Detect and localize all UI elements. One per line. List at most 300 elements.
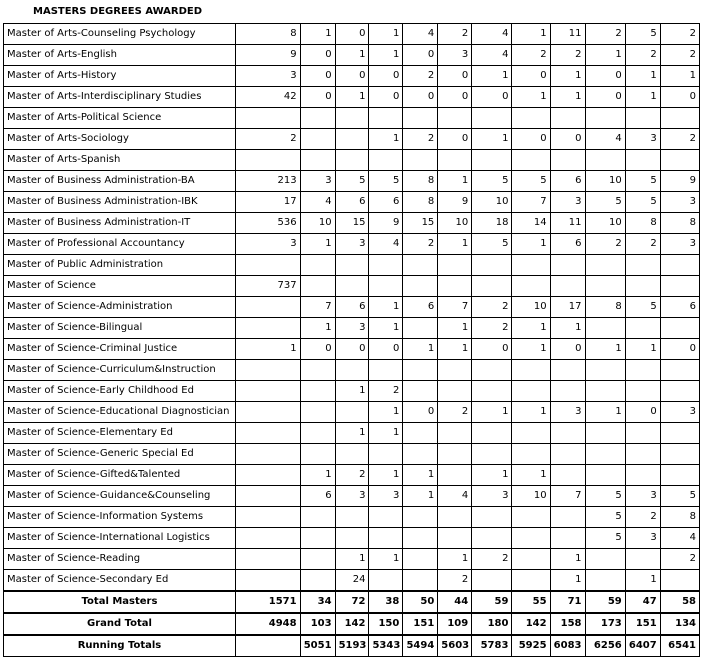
table-cell (550, 108, 585, 129)
table-cell (236, 465, 301, 486)
table-row (4, 150, 700, 171)
table-cell: 1 (625, 339, 660, 360)
table-cell: 7 (438, 297, 472, 318)
table-cell (300, 255, 335, 276)
table-cell (512, 549, 550, 570)
table-cell (438, 528, 472, 549)
table-cell: 10 (472, 192, 512, 213)
table-cell (300, 402, 335, 423)
table-cell: 1 (550, 66, 585, 87)
table-cell (300, 150, 335, 171)
degree-name: Master of Public Administration (4, 255, 236, 276)
table-cell: 3 (625, 528, 660, 549)
table-cell (472, 423, 512, 444)
degree-name: Master of Science-Criminal Justice (4, 339, 236, 360)
table-cell (403, 360, 438, 381)
table-cell (403, 507, 438, 528)
table-cell (300, 444, 335, 465)
table-cell (512, 423, 550, 444)
table-cell (403, 570, 438, 592)
table-cell: 4 (403, 24, 438, 45)
table-cell (472, 255, 512, 276)
table-cell (369, 507, 403, 528)
table-cell: 0 (512, 66, 550, 87)
table-cell: 5 (585, 486, 625, 507)
table-cell (403, 255, 438, 276)
degree-name: Master of Science-Educational Diagnostician (4, 402, 236, 423)
table-cell: 0 (660, 339, 699, 360)
table-row (4, 444, 700, 465)
table-cell (625, 108, 660, 129)
table-cell: 6 (403, 297, 438, 318)
table-cell (472, 108, 512, 129)
total-cell: 150 (369, 613, 403, 635)
table-cell: 0 (369, 66, 403, 87)
total-cell: 180 (472, 613, 512, 635)
table-cell (335, 444, 369, 465)
table-cell: 8 (403, 171, 438, 192)
table-cell: 1 (472, 465, 512, 486)
table-cell (585, 444, 625, 465)
table-cell: 24 (335, 570, 369, 592)
table-cell: 6 (335, 192, 369, 213)
table-cell: 2 (438, 402, 472, 423)
table-row (4, 360, 700, 381)
table-cell (236, 360, 301, 381)
table-cell (403, 549, 438, 570)
total-cell: 6541 (660, 635, 699, 657)
table-cell: 10 (585, 213, 625, 234)
table-cell (472, 150, 512, 171)
table-row (4, 276, 700, 297)
table-cell: 0 (300, 87, 335, 108)
table-cell: 6 (660, 297, 699, 318)
table-cell (236, 381, 301, 402)
table-cell: 4 (660, 528, 699, 549)
table-row (4, 87, 700, 108)
table-cell (300, 129, 335, 150)
table-cell (300, 360, 335, 381)
table-cell: 1 (625, 66, 660, 87)
total-cell: 142 (512, 613, 550, 635)
table-cell (403, 423, 438, 444)
degree-name: Master of Arts-Political Science (4, 108, 236, 129)
table-cell (403, 444, 438, 465)
table-cell: 5 (335, 171, 369, 192)
table-cell (438, 150, 472, 171)
table-cell: 4 (369, 234, 403, 255)
total-cell: 59 (585, 591, 625, 613)
table-cell: 17 (550, 297, 585, 318)
table-row (4, 486, 700, 507)
total-row (4, 591, 700, 613)
table-cell: 1 (335, 381, 369, 402)
table-cell: 0 (300, 45, 335, 66)
table-cell: 2 (472, 297, 512, 318)
degree-name: Master of Science-International Logistics (4, 528, 236, 549)
table-cell: 0 (403, 87, 438, 108)
table-cell: 1 (472, 402, 512, 423)
degree-name: Master of Arts-Sociology (4, 129, 236, 150)
table-cell: 2 (660, 549, 699, 570)
degree-name: Master of Arts-Counseling Psychology (4, 24, 236, 45)
table-row (4, 570, 700, 592)
total-cell: 58 (660, 591, 699, 613)
table-cell: 0 (369, 87, 403, 108)
table-row (4, 234, 700, 255)
table-cell (403, 150, 438, 171)
table-cell (438, 423, 472, 444)
total-cell: 5603 (438, 635, 472, 657)
total-cell: 6256 (585, 635, 625, 657)
table-row (4, 381, 700, 402)
table-cell: 7 (512, 192, 550, 213)
total-cell: 103 (300, 613, 335, 635)
table-cell: 18 (472, 213, 512, 234)
table-cell (512, 150, 550, 171)
table-cell: 1 (403, 486, 438, 507)
table-cell: 1 (625, 570, 660, 592)
degree-name: Master of Science-Guidance&Counseling (4, 486, 236, 507)
table-cell: 1 (369, 45, 403, 66)
table-cell (300, 570, 335, 592)
table-cell: 2 (403, 129, 438, 150)
table-cell (369, 444, 403, 465)
table-cell: 3 (660, 402, 699, 423)
table-cell: 1 (512, 234, 550, 255)
table-cell: 737 (236, 276, 301, 297)
table-cell (335, 507, 369, 528)
table-cell (585, 549, 625, 570)
total-cell: 5925 (512, 635, 550, 657)
total-cell (236, 635, 301, 657)
table-cell (236, 318, 301, 339)
total-cell: 55 (512, 591, 550, 613)
table-cell (335, 360, 369, 381)
table-cell: 0 (625, 402, 660, 423)
table-row (4, 45, 700, 66)
table-cell (660, 360, 699, 381)
table-cell: 2 (660, 45, 699, 66)
total-cell: 142 (335, 613, 369, 635)
table-cell (236, 444, 301, 465)
table-cell (585, 276, 625, 297)
table-cell (660, 108, 699, 129)
table-cell (403, 276, 438, 297)
table-cell (438, 108, 472, 129)
table-cell (585, 318, 625, 339)
table-cell (403, 381, 438, 402)
table-cell: 0 (300, 339, 335, 360)
total-cell: 34 (300, 591, 335, 613)
page-title: MASTERS DEGREES AWARDED (33, 6, 203, 17)
table-cell (438, 507, 472, 528)
degree-name: Master of Science-Generic Special Ed (4, 444, 236, 465)
table-cell (512, 507, 550, 528)
table-cell (625, 255, 660, 276)
table-cell (236, 549, 301, 570)
table-cell (438, 360, 472, 381)
table-cell: 1 (550, 87, 585, 108)
table-cell (585, 465, 625, 486)
table-cell: 2 (472, 318, 512, 339)
table-cell: 2 (550, 45, 585, 66)
table-row (4, 507, 700, 528)
table-cell (660, 150, 699, 171)
table-cell: 2 (512, 45, 550, 66)
table-cell: 0 (300, 66, 335, 87)
table-cell: 3 (550, 192, 585, 213)
total-cell: 158 (550, 613, 585, 635)
table-cell (625, 444, 660, 465)
table-cell (300, 381, 335, 402)
table-cell: 5 (369, 171, 403, 192)
table-cell: 0 (403, 45, 438, 66)
table-cell: 1 (300, 318, 335, 339)
total-cell: 5783 (472, 635, 512, 657)
table-cell: 1 (550, 549, 585, 570)
table-row (4, 402, 700, 423)
table-cell: 1 (625, 87, 660, 108)
table-cell: 1 (300, 465, 335, 486)
table-cell (300, 108, 335, 129)
table-cell: 4 (472, 45, 512, 66)
total-cell: 173 (585, 613, 625, 635)
table-cell (660, 255, 699, 276)
table-cell: 1 (512, 402, 550, 423)
table-row (4, 423, 700, 444)
table-cell (550, 150, 585, 171)
table-cell: 0 (335, 339, 369, 360)
total-cell: 59 (472, 591, 512, 613)
table-cell (300, 549, 335, 570)
table-row (4, 549, 700, 570)
table-cell (236, 150, 301, 171)
degree-name: Master of Arts-History (4, 66, 236, 87)
total-label: Running Totals (4, 635, 236, 657)
table-cell (335, 129, 369, 150)
table-cell (438, 444, 472, 465)
table-cell (512, 381, 550, 402)
table-cell: 10 (512, 486, 550, 507)
table-cell (403, 318, 438, 339)
table-cell (550, 444, 585, 465)
table-cell (335, 255, 369, 276)
table-cell: 1 (335, 549, 369, 570)
table-cell (625, 318, 660, 339)
table-cell: 6 (335, 297, 369, 318)
table-cell (236, 423, 301, 444)
table-cell: 5 (625, 192, 660, 213)
table-cell (660, 465, 699, 486)
table-cell (300, 528, 335, 549)
table-cell (550, 381, 585, 402)
table-cell: 6 (550, 171, 585, 192)
table-cell: 5 (625, 297, 660, 318)
table-cell (438, 381, 472, 402)
table-cell: 0 (438, 66, 472, 87)
table-cell: 1 (550, 318, 585, 339)
table-cell (625, 360, 660, 381)
table-cell: 1 (369, 402, 403, 423)
table-cell: 6 (369, 192, 403, 213)
table-cell: 2 (625, 507, 660, 528)
table-cell: 1 (369, 297, 403, 318)
table-cell: 2 (660, 129, 699, 150)
table-cell (625, 549, 660, 570)
table-cell (512, 444, 550, 465)
table-cell: 0 (438, 87, 472, 108)
table-cell: 15 (403, 213, 438, 234)
table-row (4, 297, 700, 318)
table-cell: 536 (236, 213, 301, 234)
table-cell: 3 (300, 171, 335, 192)
table-cell: 3 (335, 234, 369, 255)
table-row (4, 192, 700, 213)
table-cell: 2 (403, 66, 438, 87)
table-cell: 1 (369, 423, 403, 444)
table-cell: 4 (300, 192, 335, 213)
table-cell: 9 (369, 213, 403, 234)
table-cell: 9 (660, 171, 699, 192)
degrees-table (3, 23, 700, 657)
table-cell (625, 465, 660, 486)
table-cell: 4 (438, 486, 472, 507)
table-cell: 1 (403, 465, 438, 486)
table-cell: 3 (236, 234, 301, 255)
total-cell: 4948 (236, 613, 301, 635)
table-cell: 0 (550, 339, 585, 360)
table-cell (550, 507, 585, 528)
table-cell (472, 276, 512, 297)
table-cell: 17 (236, 192, 301, 213)
table-cell: 3 (335, 486, 369, 507)
degree-name: Master of Science (4, 276, 236, 297)
table-cell (550, 528, 585, 549)
table-cell: 1 (335, 45, 369, 66)
table-cell: 2 (625, 45, 660, 66)
table-cell: 5 (585, 528, 625, 549)
table-cell: 3 (625, 129, 660, 150)
table-cell: 2 (438, 24, 472, 45)
table-cell: 2 (660, 24, 699, 45)
table-cell (236, 297, 301, 318)
table-cell: 3 (369, 486, 403, 507)
table-cell (660, 423, 699, 444)
table-cell: 1 (512, 318, 550, 339)
table-cell: 1 (335, 87, 369, 108)
table-cell: 1 (512, 339, 550, 360)
table-cell: 11 (550, 213, 585, 234)
table-cell: 2 (625, 234, 660, 255)
table-cell (625, 276, 660, 297)
table-cell: 1 (369, 465, 403, 486)
table-cell: 213 (236, 171, 301, 192)
table-cell: 2 (472, 549, 512, 570)
table-row (4, 528, 700, 549)
table-cell: 5 (625, 171, 660, 192)
total-label: Total Masters (4, 591, 236, 613)
degree-name: Master of Science-Curriculum&Instruction (4, 360, 236, 381)
table-row (4, 213, 700, 234)
table-cell: 1 (512, 87, 550, 108)
table-cell (335, 528, 369, 549)
degree-name: Master of Professional Accountancy (4, 234, 236, 255)
table-cell: 9 (438, 192, 472, 213)
degree-name: Master of Science-Early Childhood Ed (4, 381, 236, 402)
table-cell: 0 (512, 129, 550, 150)
table-cell: 1 (585, 45, 625, 66)
table-cell: 1 (369, 549, 403, 570)
table-row (4, 318, 700, 339)
table-cell: 7 (550, 486, 585, 507)
table-cell: 1 (335, 423, 369, 444)
table-cell: 1 (438, 549, 472, 570)
table-cell: 1 (438, 339, 472, 360)
table-cell: 4 (585, 129, 625, 150)
table-row (4, 66, 700, 87)
table-cell: 1 (585, 339, 625, 360)
table-cell: 1 (403, 339, 438, 360)
total-row (4, 613, 700, 635)
table-cell (472, 528, 512, 549)
table-cell: 2 (369, 381, 403, 402)
table-cell (660, 318, 699, 339)
table-cell (585, 360, 625, 381)
total-cell: 44 (438, 591, 472, 613)
total-cell: 5193 (335, 635, 369, 657)
table-cell: 9 (236, 45, 301, 66)
table-cell (550, 360, 585, 381)
table-cell (512, 276, 550, 297)
table-cell (438, 255, 472, 276)
table-cell (472, 381, 512, 402)
total-cell: 38 (369, 591, 403, 613)
degree-name: Master of Science-Elementary Ed (4, 423, 236, 444)
table-cell: 2 (236, 129, 301, 150)
table-cell (369, 276, 403, 297)
degree-name: Master of Science-Administration (4, 297, 236, 318)
table-cell (585, 381, 625, 402)
table-cell: 0 (660, 87, 699, 108)
table-cell (236, 255, 301, 276)
table-cell (660, 381, 699, 402)
table-cell: 1 (472, 66, 512, 87)
degree-name: Master of Business Administration-IT (4, 213, 236, 234)
table-cell (550, 276, 585, 297)
table-cell (585, 150, 625, 171)
table-cell: 0 (438, 129, 472, 150)
table-cell (236, 528, 301, 549)
table-row (4, 255, 700, 276)
table-cell: 8 (625, 213, 660, 234)
total-label: Grand Total (4, 613, 236, 635)
table-cell: 1 (512, 24, 550, 45)
total-cell: 72 (335, 591, 369, 613)
table-cell: 6 (300, 486, 335, 507)
total-cell: 134 (660, 613, 699, 635)
degree-name: Master of Science-Reading (4, 549, 236, 570)
table-cell: 1 (300, 24, 335, 45)
table-cell (625, 381, 660, 402)
table-cell: 3 (472, 486, 512, 507)
table-cell (472, 360, 512, 381)
table-cell (512, 108, 550, 129)
table-cell: 3 (625, 486, 660, 507)
table-cell: 5 (625, 24, 660, 45)
table-cell (585, 423, 625, 444)
table-cell: 0 (585, 66, 625, 87)
